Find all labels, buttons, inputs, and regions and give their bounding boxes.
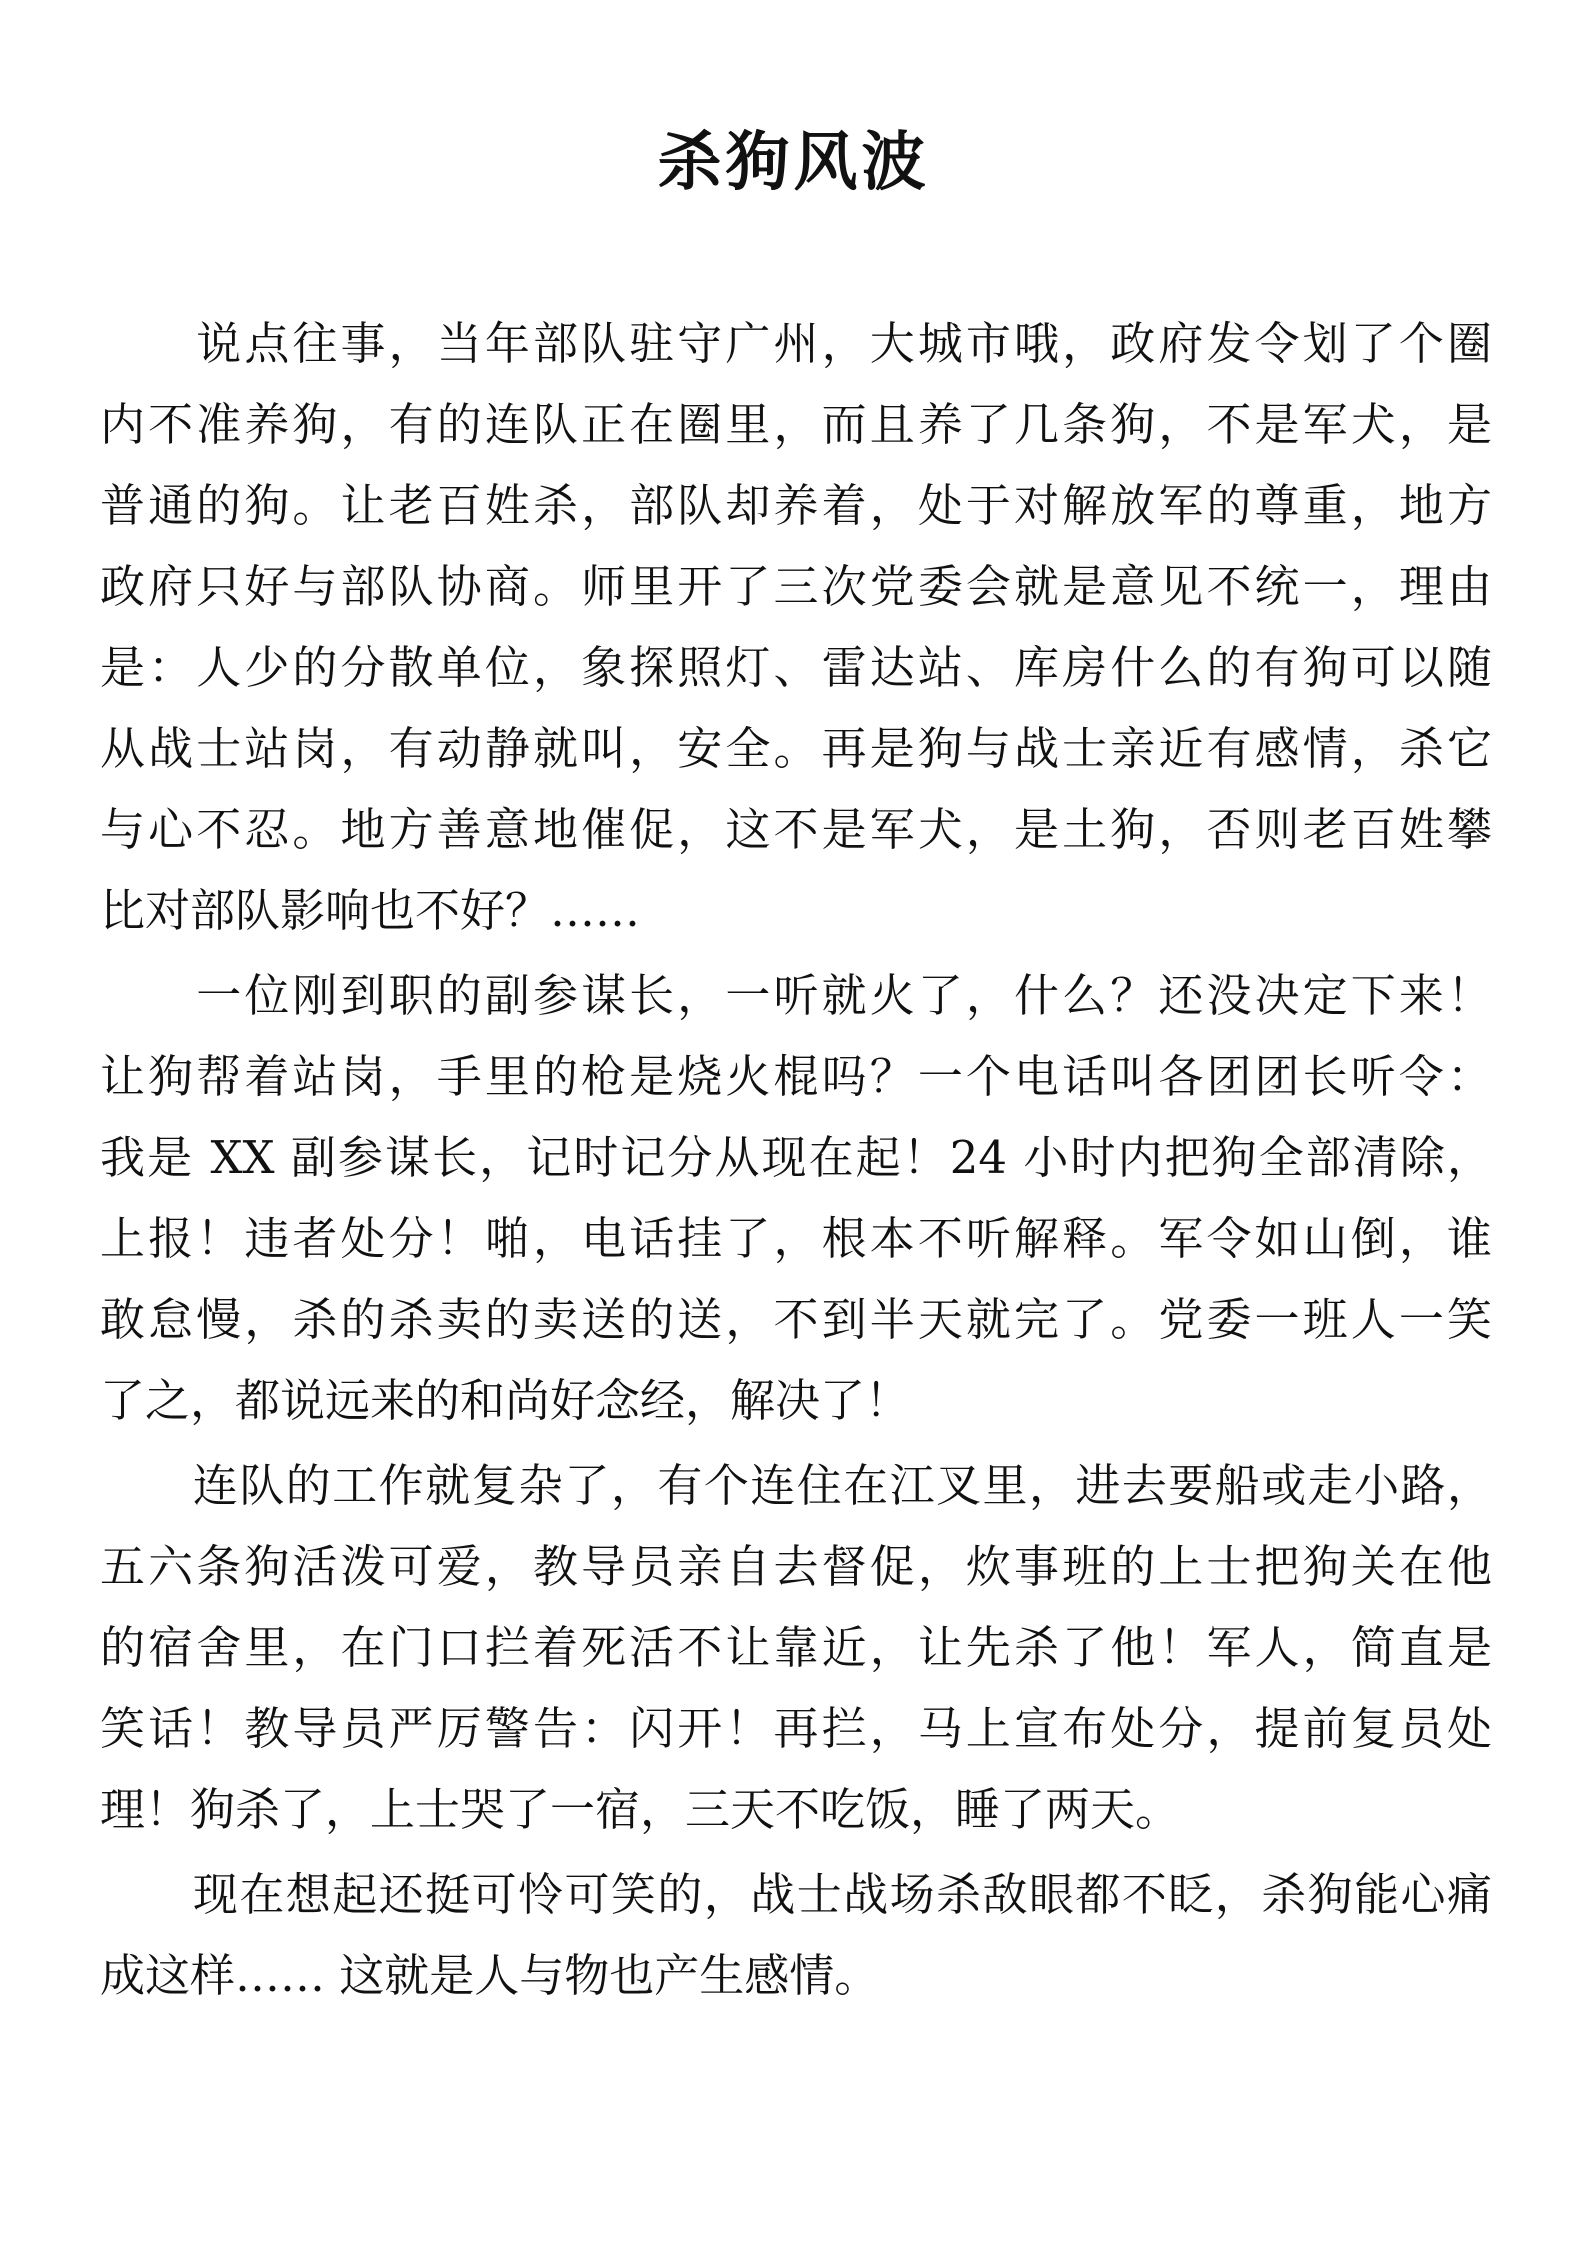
text-line: 从战士站岗，有动静就叫，安全。再是狗与战士亲近有感情，杀它 bbox=[100, 722, 1492, 775]
text-line: 了之，都说远来的和尚好念经，解决了！ bbox=[100, 1374, 911, 1427]
text-line: 连队的工作就复杂了，有个连住在江叉里，进去要船或走小路， bbox=[100, 1459, 1492, 1512]
text-line: 成这样…… 这就是人与物也产生感情。 bbox=[100, 1949, 880, 2002]
text-line: 现在想起还挺可怜可笑的，战士战场杀敌眼都不眨，杀狗能心痛 bbox=[100, 1868, 1492, 1921]
text-line: 普通的狗。让老百姓杀，部队却养着，处于对解放军的尊重，地方 bbox=[100, 479, 1492, 532]
document-body bbox=[100, 303, 1492, 2016]
text-line: 笑话！教导员严厉警告：闪开！再拦，马上宣布处分，提前复员处 bbox=[100, 1702, 1492, 1755]
text-line: 政府只好与部队协商。师里开了三次党委会就是意见不统一，理由 bbox=[100, 560, 1492, 613]
text-line: 内不准养狗，有的连队正在圈里，而且养了几条狗，不是军犬，是 bbox=[100, 398, 1492, 451]
text-line: 与心不忍。地方善意地催促，这不是军犬，是土狗，否则老百姓攀 bbox=[100, 803, 1492, 856]
paragraph-2 bbox=[100, 955, 1492, 1441]
text-line: 上报！违者处分！啪，电话挂了，根本不听解释。军令如山倒，谁 bbox=[100, 1212, 1492, 1265]
text-line: 的宿舍里，在门口拦着死活不让靠近，让先杀了他！军人，简直是 bbox=[100, 1621, 1492, 1674]
paragraph-4 bbox=[100, 1854, 1492, 2016]
paragraph-1 bbox=[100, 303, 1492, 951]
text-line: 是：人少的分散单位，象探照灯、雷达站、库房什么的有狗可以随 bbox=[100, 641, 1492, 694]
text-line: 让狗帮着站岗，手里的枪是烧火棍吗？一个电话叫各团团长听令： bbox=[100, 1050, 1492, 1103]
text-line: 我是 XX 副参谋长，记时记分从现在起！24 小时内把狗全部清除， bbox=[100, 1131, 1492, 1184]
text-line: 理！狗杀了，上士哭了一宿，三天不吃饭，睡了两天。 bbox=[100, 1783, 1181, 1836]
document-title: 杀狗风波 bbox=[657, 126, 930, 200]
text-line: 比对部队影响也不好？…… bbox=[100, 884, 641, 937]
text-line: 说点往事，当年部队驻守广州，大城市哦，政府发令划了个圈 bbox=[100, 317, 1492, 370]
paragraph-3 bbox=[100, 1445, 1492, 1850]
text-line: 五六条狗活泼可爱，教导员亲自去督促，炊事班的上士把狗关在他 bbox=[100, 1540, 1492, 1593]
text-line: 一位刚到职的副参谋长，一听就火了，什么？还没决定下来！ bbox=[100, 969, 1492, 1022]
text-line: 敢怠慢，杀的杀卖的卖送的送，不到半天就完了。党委一班人一笑 bbox=[100, 1293, 1492, 1346]
